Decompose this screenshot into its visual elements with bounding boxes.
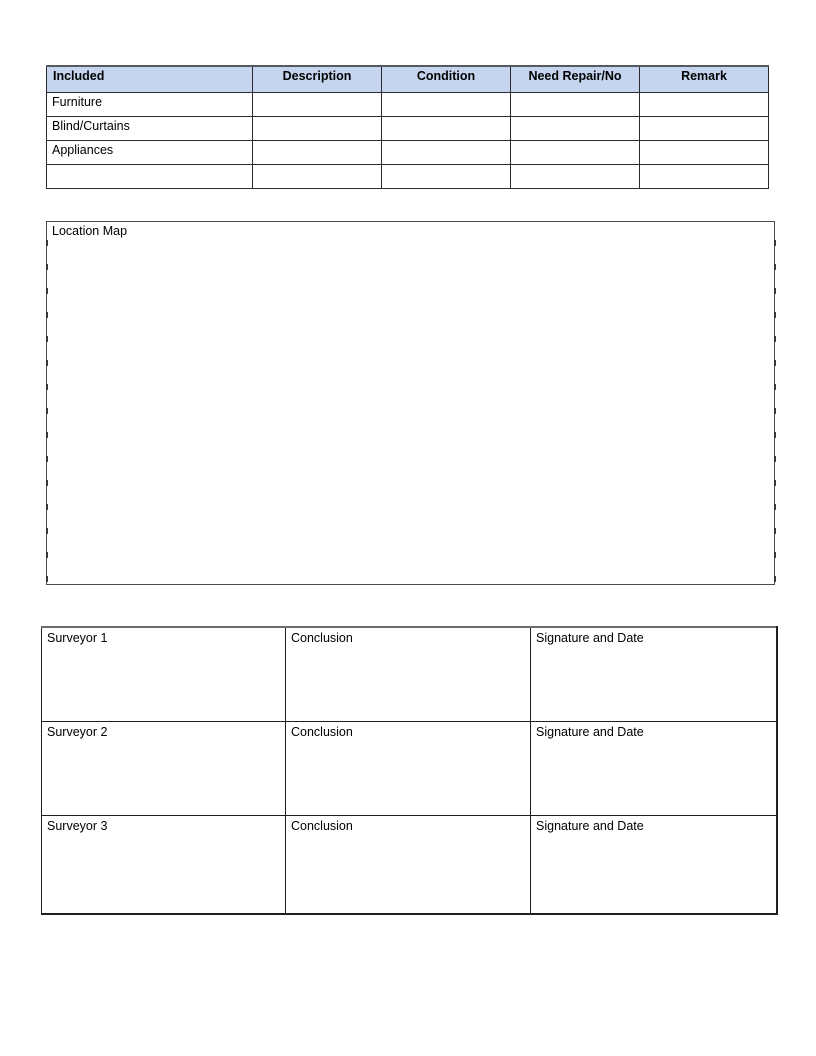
- cell-condition-blind-curtains[interactable]: [382, 117, 511, 141]
- cell-signature-date-2[interactable]: Signature and Date: [531, 722, 777, 816]
- cell-signature-date-1[interactable]: Signature and Date: [531, 627, 777, 722]
- location-map-section: [46, 221, 775, 585]
- row-tick-marks-left: [46, 222, 48, 584]
- cell-conclusion-2[interactable]: Conclusion: [286, 722, 531, 816]
- cell-conclusion-3[interactable]: Conclusion: [286, 816, 531, 915]
- table-row: [47, 93, 769, 117]
- column-header-condition: Condition: [382, 66, 511, 93]
- cell-description-blind-curtains[interactable]: [253, 117, 382, 141]
- location-map-row: [47, 222, 775, 585]
- column-header-need-repair: Need Repair/No: [511, 66, 640, 93]
- cell-remark-appliances[interactable]: [640, 141, 769, 165]
- cell-condition-furniture[interactable]: [382, 93, 511, 117]
- cell-description-furniture[interactable]: [253, 93, 382, 117]
- column-header-description: Description: [253, 66, 382, 93]
- cell-surveyor-2[interactable]: Surveyor 2: [42, 722, 286, 816]
- cell-need-repair-blank[interactable]: [511, 165, 640, 189]
- cell-need-repair-blind-curtains[interactable]: [511, 117, 640, 141]
- location-map-label: Location Map: [52, 224, 128, 238]
- table-row: [47, 165, 769, 189]
- cell-conclusion-1[interactable]: Conclusion: [286, 627, 531, 722]
- cell-description-appliances[interactable]: [253, 141, 382, 165]
- cell-remark-blind-curtains[interactable]: [640, 117, 769, 141]
- cell-condition-blank[interactable]: [382, 165, 511, 189]
- row-tick-marks-right: [774, 222, 776, 584]
- table-row: [42, 722, 777, 816]
- surveyor-conclusion-table: [41, 626, 778, 915]
- table-row: [47, 141, 769, 165]
- column-header-included: Included: [47, 66, 253, 93]
- included-inventory-table: [46, 65, 769, 189]
- table-row: [42, 627, 777, 722]
- cell-signature-date-3[interactable]: Signature and Date: [531, 816, 777, 915]
- cell-surveyor-1[interactable]: Surveyor 1: [42, 627, 286, 722]
- cell-description-blank[interactable]: [253, 165, 382, 189]
- cell-surveyor-3[interactable]: Surveyor 3: [42, 816, 286, 915]
- cell-included-blind-curtains[interactable]: Blind/Curtains: [47, 117, 253, 141]
- location-map-box[interactable]: [47, 222, 775, 585]
- cell-included-appliances[interactable]: Appliances: [47, 141, 253, 165]
- cell-condition-appliances[interactable]: [382, 141, 511, 165]
- cell-need-repair-appliances[interactable]: [511, 141, 640, 165]
- cell-remark-blank[interactable]: [640, 165, 769, 189]
- cell-remark-furniture[interactable]: [640, 93, 769, 117]
- cell-need-repair-furniture[interactable]: [511, 93, 640, 117]
- column-header-remark: Remark: [640, 66, 769, 93]
- cell-included-furniture[interactable]: Furniture: [47, 93, 253, 117]
- table-header-row: [47, 66, 769, 93]
- table-row: [42, 816, 777, 915]
- cell-included-blank[interactable]: [47, 165, 253, 189]
- table-row: [47, 117, 769, 141]
